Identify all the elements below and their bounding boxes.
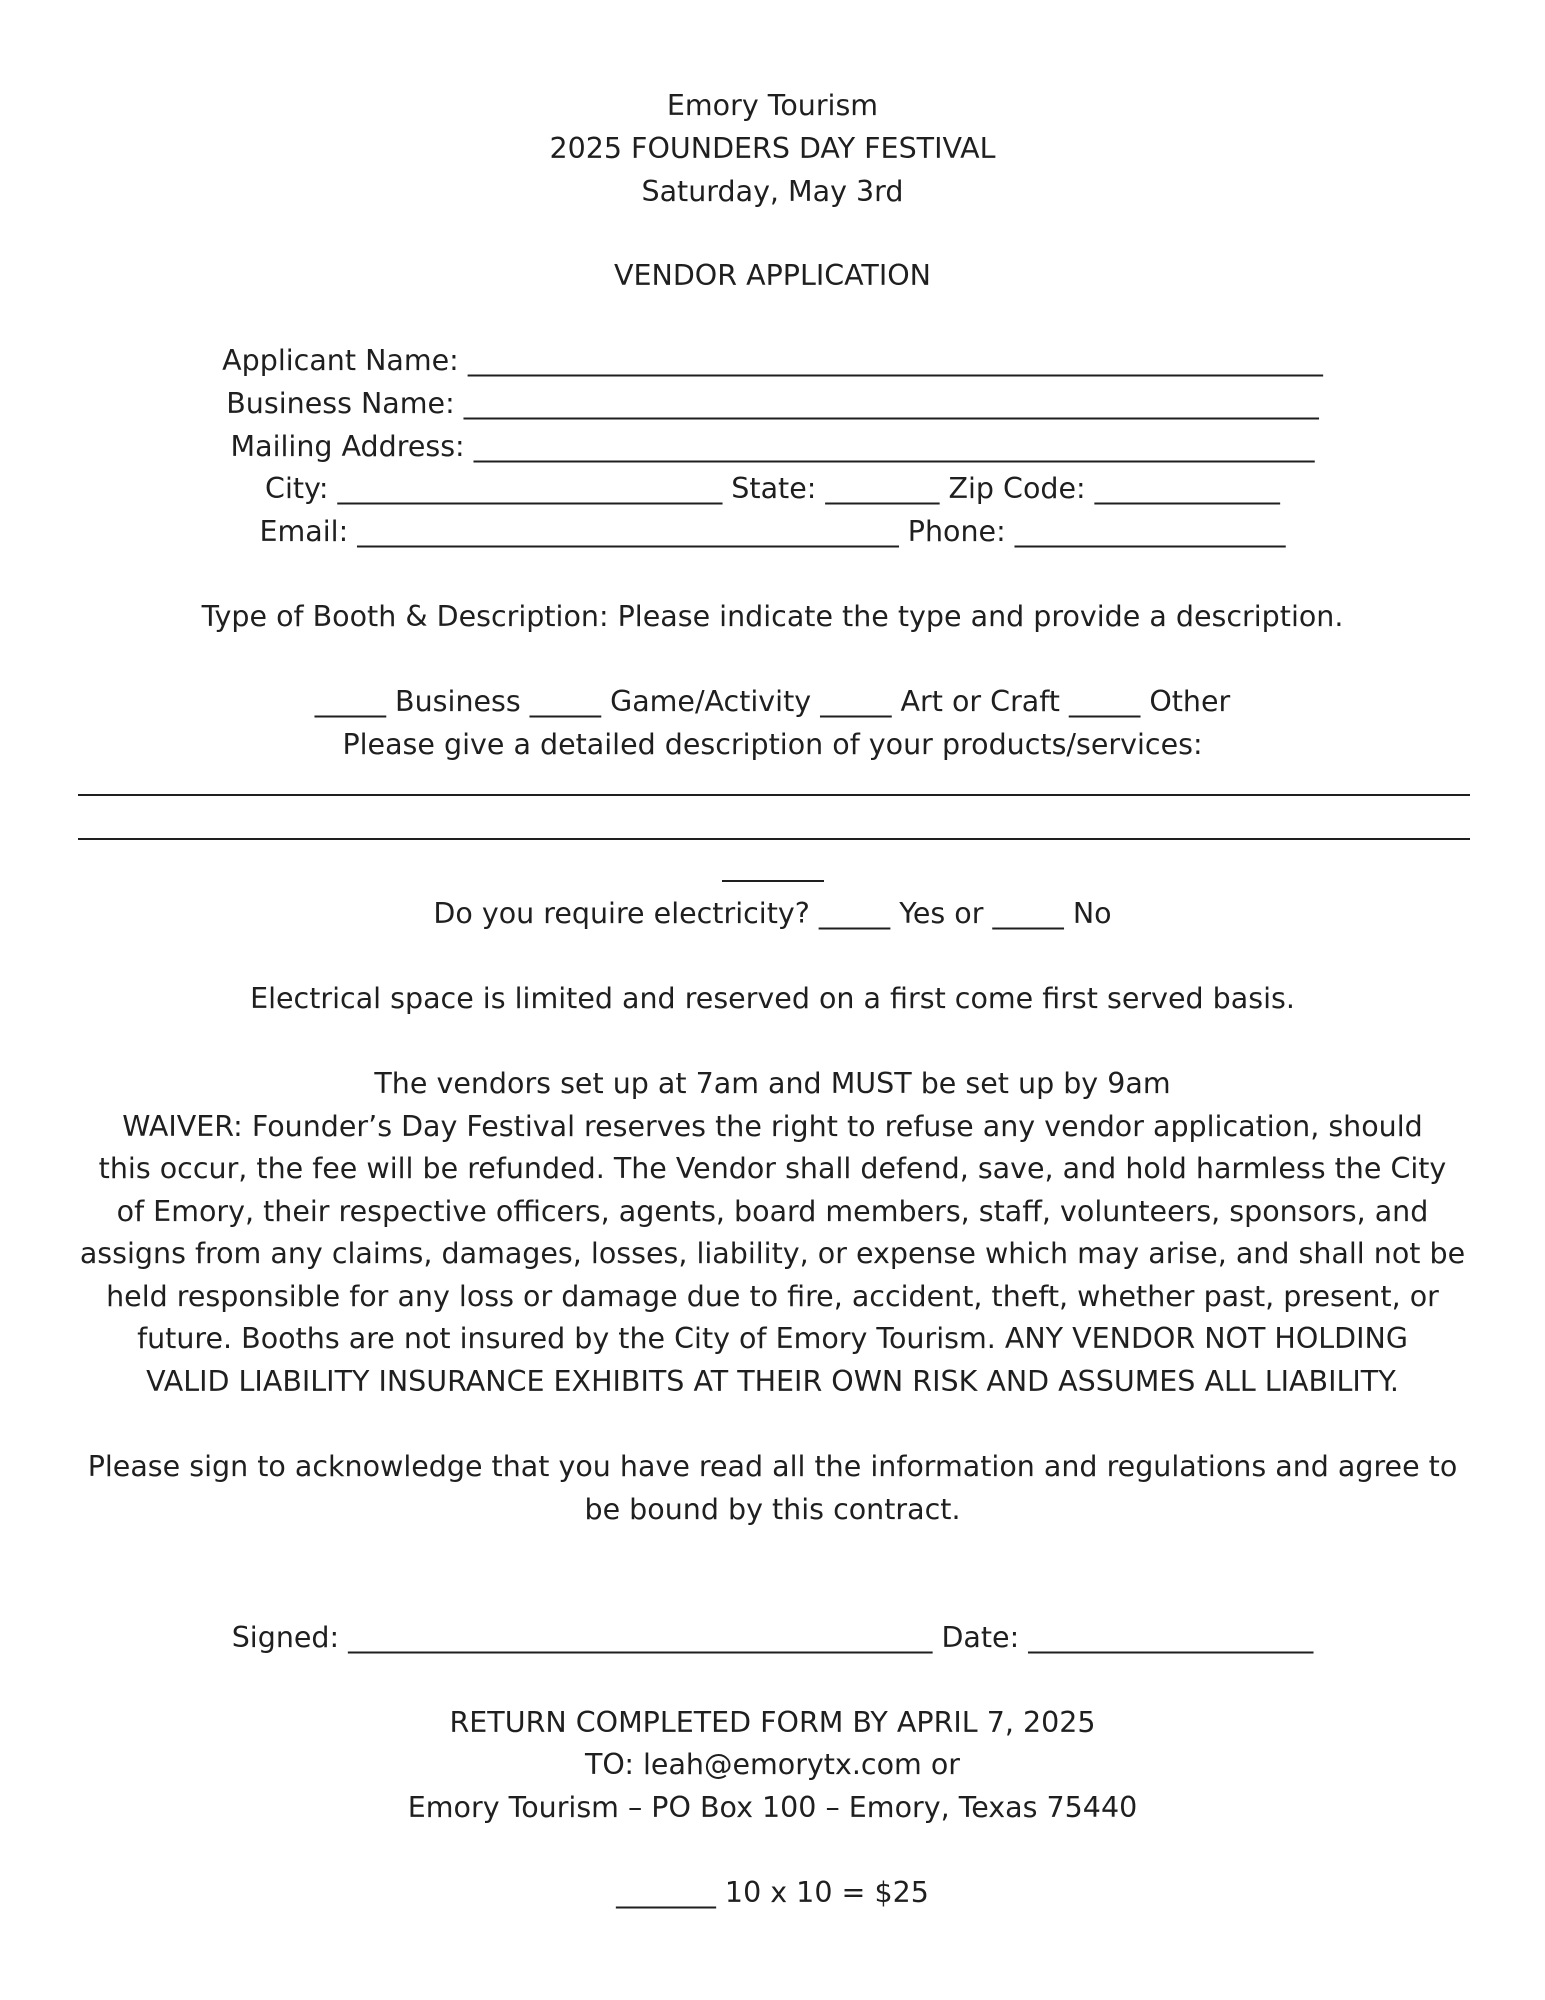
waiver-line: of Emory, their respective officers, agents, board members, staff, volunteers, sponsors, and xyxy=(116,1195,1429,1228)
waiver-line: held responsible for any loss or damage due to fire, accident, theft, whether past, present, or xyxy=(106,1280,1439,1313)
description-line-2[interactable] xyxy=(78,838,1470,840)
org-name: Emory Tourism xyxy=(666,89,879,122)
form-title: VENDOR APPLICATION xyxy=(614,259,931,292)
return-email: TO: leah@emorytx.com or xyxy=(585,1748,960,1781)
signature-date-field[interactable]: Signed: _________________________________________ Date: ____________________ xyxy=(231,1621,1314,1654)
return-deadline: RETURN COMPLETED FORM BY APRIL 7, 2025 xyxy=(449,1706,1096,1739)
applicant-name-field[interactable]: Applicant Name: ____________________________________________________________ xyxy=(222,344,1323,377)
waiver-line: this occur, the fee will be refunded. The Vendor shall defend, save, and hold harmless the City xyxy=(98,1152,1447,1185)
waiver-line: future. Booths are not insured by the City of Emory Tourism. ANY VENDOR NOT HOLDING xyxy=(137,1322,1408,1355)
business-name-field[interactable]: Business Name: ____________________________________________________________ xyxy=(226,387,1319,420)
booth-type-prompt: Type of Booth & Description: Please indicate the type and provide a description. xyxy=(201,600,1344,633)
setup-time-note: The vendors set up at 7am and MUST be set up by 9am xyxy=(374,1067,1171,1100)
email-phone-field[interactable]: Email: ______________________________________ Phone: ___________________ xyxy=(259,515,1286,548)
city-state-zip-field[interactable]: City: ___________________________ State: ________ Zip Code: _____________ xyxy=(265,472,1280,505)
event-date: Saturday, May 3rd xyxy=(641,175,904,208)
description-line-3[interactable] xyxy=(722,880,824,882)
description-line-1[interactable] xyxy=(78,794,1470,796)
electricity-note: Electrical space is limited and reserved on a first come first served basis. xyxy=(250,982,1295,1015)
description-prompt: Please give a detailed description of your products/services: xyxy=(342,728,1203,761)
event-title: 2025 FOUNDERS DAY FESTIVAL xyxy=(549,132,996,165)
return-address: Emory Tourism – PO Box 100 – Emory, Texas 75440 xyxy=(407,1791,1138,1824)
acknowledge-line: be bound by this contract. xyxy=(584,1493,961,1526)
mailing-address-field[interactable]: Mailing Address: ___________________________________________________________ xyxy=(230,430,1315,463)
acknowledge-line: Please sign to acknowledge that you have read all the information and regulations and agree to xyxy=(87,1450,1458,1483)
electricity-question[interactable]: Do you require electricity? _____ Yes or _____ No xyxy=(433,897,1112,930)
waiver-line: assigns from any claims, damages, losses, liability, or expense which may arise, and shall not be xyxy=(79,1237,1466,1270)
booth-fee-field[interactable]: _______ 10 x 10 = $25 xyxy=(616,1876,929,1909)
booth-type-options[interactable]: _____ Business _____ Game/Activity _____ Art or Craft _____ Other xyxy=(314,685,1231,718)
waiver-line: VALID LIABILITY INSURANCE EXHIBITS AT THEIR OWN RISK AND ASSUMES ALL LIABILITY. xyxy=(146,1365,1399,1398)
waiver-line: WAIVER: Founder’s Day Festival reserves the right to refuse any vendor application, should xyxy=(122,1110,1423,1143)
